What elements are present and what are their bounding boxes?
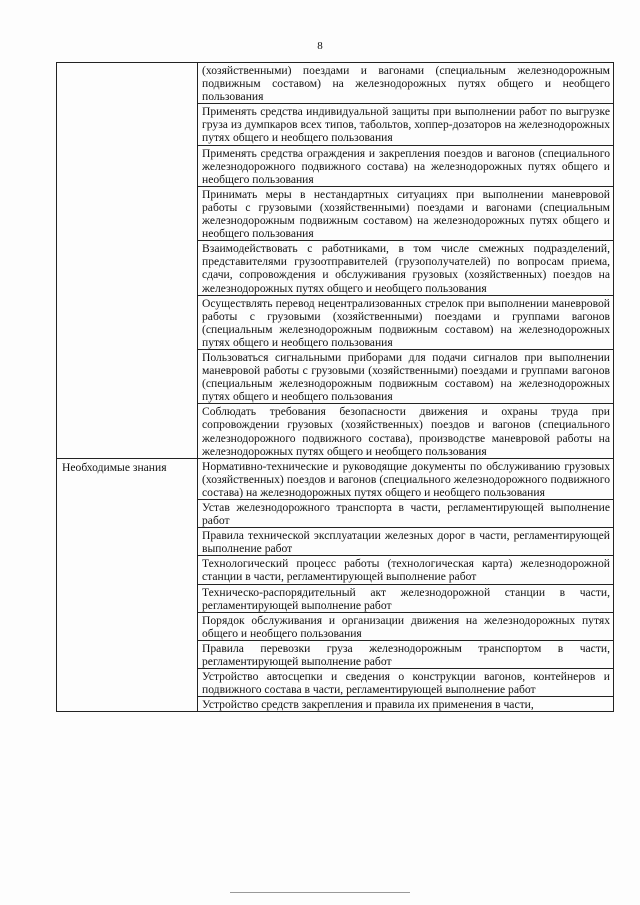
scan-edge-line [230, 892, 410, 893]
table-cell: Правила перевозки груза железнодорожным транспортом в части, регламентирующей выполнение работ [198, 640, 614, 668]
table-cell: Осуществлять перевод нецентрализованных стрелок при выполнении маневровой работы с грузовыми (хозяйственными) поездами и группами вагонов (специальным железнодорожным подвижным составом) на железнодорожных путях общего и необщего пользования [198, 295, 614, 349]
table-cell: Правила технической эксплуатации железных дорог в части, регламентирующей выполнение работ [198, 528, 614, 556]
table-cell: Техническо-распорядительный акт железнодорожной станции в части, регламентирующей выполнение работ [198, 584, 614, 612]
page-number: 8 [317, 40, 323, 52]
table-cell: Пользоваться сигнальными приборами для подачи сигналов при выполнении маневровой работы с грузовыми (хозяйственными) поездами и группами вагонов (специальным железнодорожным подвижным составом) на железнодорожных путях общего и необщего пользования [198, 349, 614, 403]
table-cell: Принимать меры в нестандартных ситуациях при выполнении маневровой работы с грузовыми (хозяйственными) поездами и вагонами (специальным железнодорожным подвижным составом) на железнодорожных путях общего и необщего пользования [198, 186, 614, 240]
table-cell: Устав железнодорожного транспорта в части, регламентирующей выполнение работ [198, 500, 614, 528]
table-row [57, 63, 614, 104]
requirements-table [56, 62, 614, 712]
row-label-required-knowledge: Необходимые знания [57, 458, 198, 712]
table-cell: Порядок обслуживания и организации движения на железнодорожных путях общего и необщего пользования [198, 612, 614, 640]
table-cell: Устройство средств закрепления и правила их применения в части, [198, 697, 614, 712]
table-row [57, 458, 614, 499]
table-cell: Нормативно-технические и руководящие документы по обслуживанию грузовых (хозяйственных) поездов и вагонов (специального железнодорожного подвижного состава) на железнодорожных путях общего и необщего пользования [198, 458, 614, 499]
row-label-skills [57, 63, 198, 459]
table-cell: Применять средства ограждения и закрепления поездов и вагонов (специального железнодорожного подвижного состава) на железнодорожных путях общего и необщего пользования [198, 145, 614, 186]
table-cell: Взаимодействовать с работниками, в том числе смежных подразделений, представителями грузоотправителей (грузополучателей) по вопросам приема, сдачи, сопровождения и обслуживания грузовых (хозяйственных) поездов на железнодорожных путях общего и необщего пользования [198, 241, 614, 295]
table-cell: Устройство автосцепки и сведения о конструкции вагонов, контейнеров и подвижного состава в части, регламентирующей выполнение работ [198, 669, 614, 697]
table-cell: Соблюдать требования безопасности движения и охраны труда при сопровождении грузовых (хозяйственных) поездов и вагонов (специального железнодорожного подвижного состава), производстве маневровой работы на железнодорожных путях общего и необщего пользования [198, 404, 614, 458]
table-cell: Технологический процесс работы (технологическая карта) железнодорожной станции в части, регламентирующей выполнение работ [198, 556, 614, 584]
table-cell: (хозяйственными) поездами и вагонами (специальным железнодорожным подвижным составом) на железнодорожных путях общего и необщего пользования [198, 63, 614, 104]
table-cell: Применять средства индивидуальной защиты при выполнении работ по выгрузке груза из думпкаров всех типов, табольтов, хоппер-дозаторов на железнодорожных путях общего и необщего пользования [198, 104, 614, 145]
